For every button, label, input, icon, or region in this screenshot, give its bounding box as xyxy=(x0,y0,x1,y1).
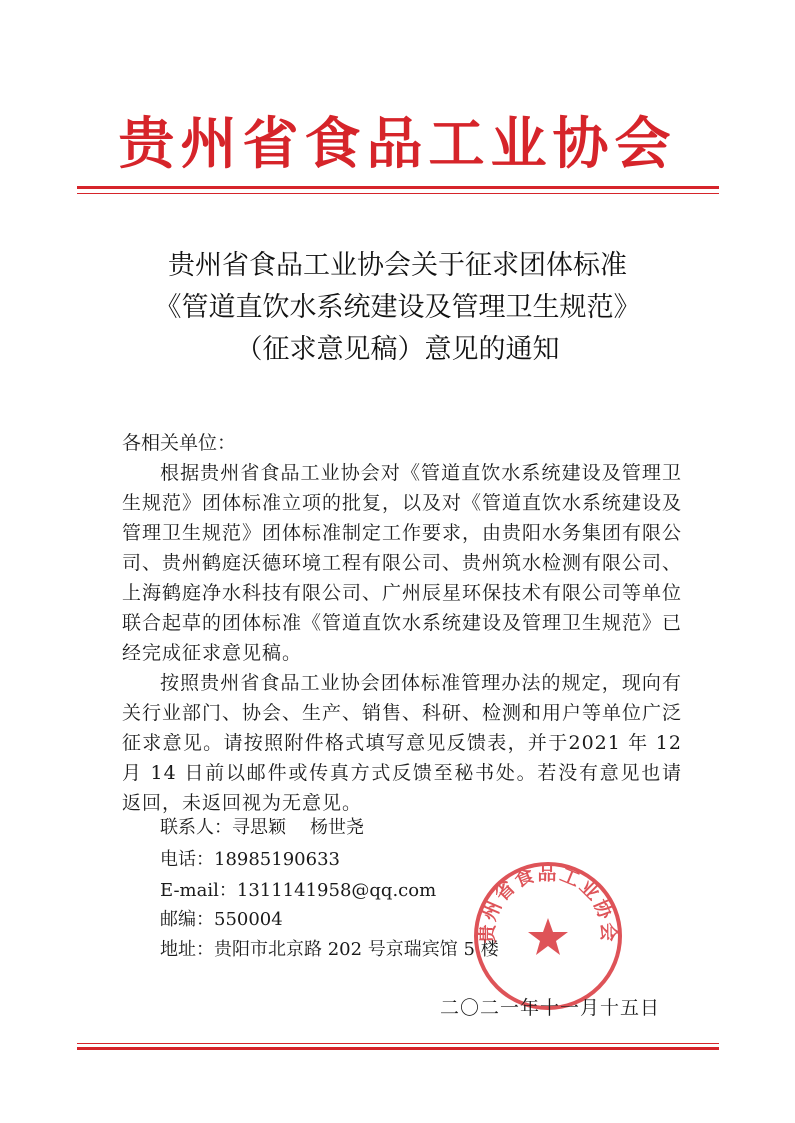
body-paragraph-2: 按照贵州省食品工业协会团体标准管理办法的规定，现向有关行业部门、协会、生产、销售、科研、检测和用户等单位广泛征求意见。请按照附件格式填写意见反馈表，并于2021 年 12 月 14 日前以邮件或传真方式反馈至秘书处。若没有意见也请返回，未返回视为无意见。 xyxy=(122,672,683,814)
email-value: 1311141958@qq.com xyxy=(236,880,437,901)
official-seal-stamp xyxy=(472,860,624,1012)
contact-phone-line xyxy=(160,845,340,875)
organization-letterhead: 贵州省食品工业协会 xyxy=(118,111,677,177)
body-paragraph-1: 根据贵州省食品工业协会对《管道直饮水系统建设及管理卫生规范》团体标准立项的批复，以及对《管道直饮水系统建设及管理卫生规范》团体标准制定工作要求，由贵阳水务集团有限公司、贵州鹤庭沃德环境工程有限公司、贵州筑水检测有限公司、上海鹤庭净水科技有限公司、广州辰星环保技术有限公司等单位联合起草的团体标准《管道直饮水系统建设及管理卫生规范》已经完成征求意见稿。 xyxy=(122,462,683,664)
contact-email-line xyxy=(160,876,436,906)
contact-address-line xyxy=(160,935,499,965)
phone-value: 18985190633 xyxy=(214,849,340,870)
contact-person-label: 联系人： xyxy=(160,817,232,838)
postcode-value: 550004 xyxy=(214,909,283,930)
email-label: E-mail： xyxy=(160,880,237,901)
phone-label: 电话： xyxy=(160,849,214,870)
contact-person-1: 寻思颖 xyxy=(232,817,286,838)
footer-rule-thick xyxy=(77,1047,719,1050)
contact-person-line xyxy=(160,813,364,843)
postcode-label: 邮编： xyxy=(160,909,214,930)
title-line-1: 贵州省食品工业协会关于征求团体标准 xyxy=(168,250,627,281)
salutation: 各相关单位： xyxy=(122,432,237,454)
seal-star-icon xyxy=(528,918,568,955)
header-rule-thin xyxy=(77,193,719,194)
contact-person-2: 杨世尧 xyxy=(310,817,364,838)
notice-title xyxy=(0,245,795,371)
issue-date: 二〇二一年十一月十五日 xyxy=(440,997,661,1019)
address-label: 地址： xyxy=(160,939,214,960)
title-line-3: （征求意见稿）意见的通知 xyxy=(235,334,560,365)
header-rule-thick xyxy=(77,186,719,189)
footer-rule-thin xyxy=(77,1043,719,1044)
seal-graphic xyxy=(472,860,624,1012)
address-value: 贵阳市北京路 202 号京瑞宾馆 5 楼 xyxy=(214,939,499,960)
title-line-2: 《管道直饮水系统建设及管理卫生规范》 xyxy=(154,292,641,323)
contact-postcode-line xyxy=(160,905,283,935)
seal-lettering: 贵州省食品工业协会 xyxy=(476,862,620,944)
